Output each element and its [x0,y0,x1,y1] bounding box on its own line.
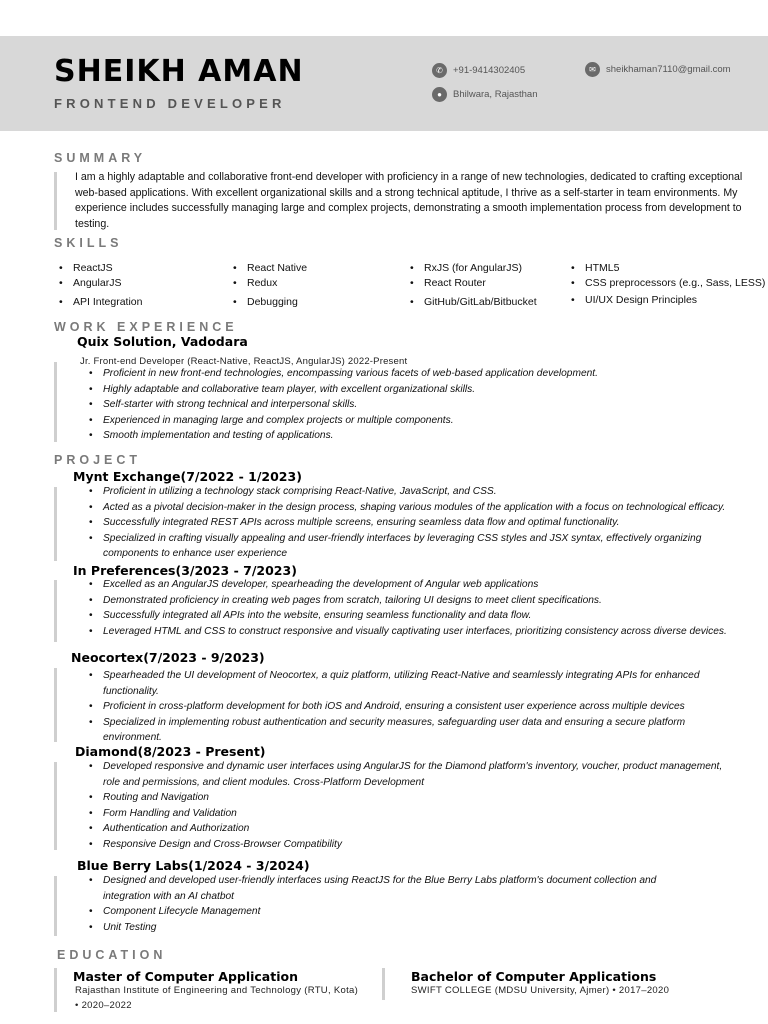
project-bullets [103,873,703,935]
skill-item: • API Integration [73,296,142,308]
project-bullets [103,577,751,639]
company-name: Quix Solution, Vadodara [77,334,248,349]
project-title: Diamond(8/2023 - Present) [75,744,266,759]
list-item: • Acted as a pivotal decision-maker in the design process, shaping various modules of the application with a focus on technological efficacy. [103,500,751,516]
work-bullets [103,366,753,444]
list-item: • Experienced in managing large and complex projects or multiple components. [103,413,753,429]
list-item: • Unit Testing [103,920,703,936]
skill-item: • UI/UX Design Principles [585,294,697,306]
list-item: • Authentication and Authorization [103,821,733,837]
list-item: • Proficient in cross-platform development for both iOS and Android, ensuring a consistent user experience across multiple devices [103,699,733,715]
resume-header [0,36,768,131]
email-address: sheikhaman7110@gmail.com [606,64,731,75]
project-heading: PROJECT [54,453,142,467]
candidate-name: SHEIKH AMAN [54,54,304,89]
education-school: Rajasthan Institute of Engineering and Technology (RTU, Kota) • 2020–2022 [75,985,359,1011]
education-divider [54,968,57,1012]
mail-icon: ✉ [585,62,600,77]
list-item: • Developed responsive and dynamic user interfaces using AngularJS for the Diamond platform's inventory, voucher, product management, role and permissions, and client modules. Cross-Platform Development [103,759,733,790]
project-title: In Preferences(3/2023 - 7/2023) [73,563,297,578]
list-item: • Excelled as an AngularJS developer, spearheading the development of Angular web applications [103,577,751,593]
project-title: Mynt Exchange(7/2022 - 1/2023) [73,469,302,484]
list-item: • Responsive Design and Cross-Browser Compatibility [103,837,733,853]
project-bullets [103,668,733,746]
list-item: • Successfully integrated all APIs into the website, ensuring seamless functionality and data flow. [103,608,751,624]
project-divider [54,487,57,561]
list-item: • Successfully integrated REST APIs across multiple screens, ensuring seamless data flow and optimal functionality. [103,515,751,531]
phone-icon: ✆ [432,63,447,78]
list-item: • Routing and Navigation [103,790,733,806]
project-divider [54,762,57,850]
skill-item: • CSS preprocessors (e.g., Sass, LESS) [585,277,765,289]
list-item: • Component Lifecycle Management [103,904,703,920]
location-pin-icon: ● [432,87,447,102]
job-title: Jr. Front-end Developer (React-Native, ReactJS, AngularJS) 2022-Present [80,356,408,367]
education-degree: Master of Computer Application [73,969,298,984]
list-item: • Demonstrated proficiency in creating web pages from scratch, tailoring UI designs to meet client specifications. [103,593,751,609]
skill-item: • AngularJS [73,277,121,289]
work-heading: WORK EXPERIENCE [54,320,238,334]
list-item: • Highly adaptable and collaborative team player, with excellent organizational skills. [103,382,753,398]
list-item: • Specialized in implementing robust authentication and security measures, safeguarding user data and ensuring a secure platform environment. [103,715,733,746]
phone-number: +91-9414302405 [453,65,526,76]
project-title: Neocortex(7/2023 - 9/2023) [71,650,265,665]
location-text: Bhilwara, Rajasthan [453,89,538,100]
email-contact [585,62,731,77]
project-divider [54,668,57,742]
list-item: • Smooth implementation and testing of applications. [103,428,753,444]
skill-item: • ReactJS [73,262,113,274]
phone-contact [432,63,525,78]
skill-item: • React Router [424,277,486,289]
list-item: • Designed and developed user-friendly interfaces using ReactJS for the Blue Berry Labs platform's document collection and integration with an AI chatbot [103,873,703,904]
project-bullets [103,759,733,852]
summary-divider [54,172,57,230]
education-heading: EDUCATION [57,948,167,962]
list-item: • Self-starter with strong technical and interpersonal skills. [103,397,753,413]
location-contact [432,87,538,102]
education-school: SWIFT COLLEGE (MDSU University, Ajmer) • 2017–2020 [411,985,670,996]
project-divider [54,876,57,936]
list-item: • Leveraged HTML and CSS to construct responsive and visually captivating user interfaces, prioritizing consistency across diverse devices. [103,624,751,640]
work-divider [54,362,57,442]
summary-heading: SUMMARY [54,151,147,165]
skills-heading: SKILLS [54,236,123,250]
skill-item: • HTML5 [585,262,619,274]
list-item: • Specialized in crafting visually appealing and user-friendly interfaces by leveraging CSS styles and JSX syntax, effectively organizing components to enhance user experience [103,531,751,562]
project-title: Blue Berry Labs(1/2024 - 3/2024) [77,858,310,873]
skill-item: • Debugging [247,296,298,308]
list-item: • Spearheaded the UI development of Neocortex, a quiz platform, utilizing React-Native and seamlessly integrating APIs for enhanced functionality. [103,668,733,699]
skill-item: • RxJS (for AngularJS) [424,262,522,274]
skill-item: • React Native [247,262,307,274]
list-item: • Proficient in new front-end technologies, encompassing various facets of web-based application development. [103,366,753,382]
skill-item: • GitHub/GitLab/Bitbucket [424,296,537,308]
candidate-role: FRONTEND DEVELOPER [54,96,286,111]
education-divider [382,968,385,1000]
list-item: • Form Handling and Validation [103,806,733,822]
project-bullets [103,484,751,562]
project-divider [54,580,57,642]
education-degree: Bachelor of Computer Applications [411,969,657,984]
summary-text: I am a highly adaptable and collaborative front-end developer with proficiency in a range of new technologies, dedicated to crafting exceptional web-based applications. With excellent organizational skills and a strong technical aptitude, I thrive as a self-starter in team environments. My experience includes successfully managing large and complex projects, demonstrating a smooth implementation process from development to testing. [75,171,743,230]
list-item: • Proficient in utilizing a technology stack comprising React-Native, JavaScript, and CSS. [103,484,751,500]
skill-item: • Redux [247,277,277,289]
